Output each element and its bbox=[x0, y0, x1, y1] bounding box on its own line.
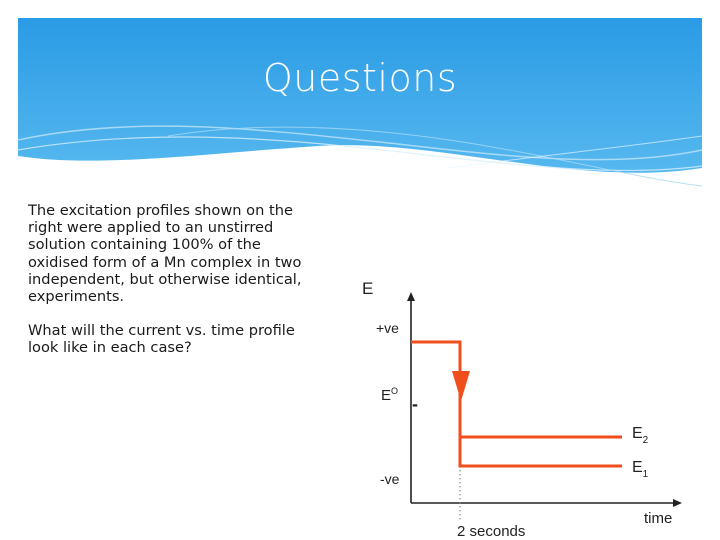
y-axis-arrowhead bbox=[407, 292, 415, 301]
question-text bbox=[28, 202, 303, 374]
banner-background bbox=[18, 18, 702, 193]
excitation-profile-diagram bbox=[340, 270, 700, 540]
e2-label: $E_2$ bbox=[632, 425, 649, 446]
step-time-label: 2 seconds bbox=[457, 523, 526, 540]
step-down-arrow bbox=[452, 371, 470, 401]
slide-title: Questions bbox=[262, 56, 458, 100]
y-axis-label: E bbox=[362, 279, 374, 298]
eo-tick: - bbox=[412, 394, 418, 414]
question-paragraph-1: The excitation profiles shown on the right were applied to an unstirred solution containing 100% of the oxidised form of a Mn complex in two independent, but otherwise identical, experiments. bbox=[28, 202, 302, 306]
title-banner bbox=[18, 18, 702, 193]
x-axis-arrowhead bbox=[673, 499, 682, 507]
x-axis-label: time bbox=[644, 510, 673, 527]
excitation-trace-e2 bbox=[411, 342, 622, 437]
excitation-trace-e1 bbox=[460, 437, 622, 466]
e1-label: $E_1$ bbox=[632, 459, 649, 480]
negative-potential-label: -ve bbox=[380, 471, 400, 487]
positive-potential-label: +ve bbox=[376, 320, 399, 336]
eo-label: $E^O$ bbox=[381, 386, 399, 404]
question-paragraph-2: What will the current vs. time profile look like in each case? bbox=[28, 322, 295, 357]
